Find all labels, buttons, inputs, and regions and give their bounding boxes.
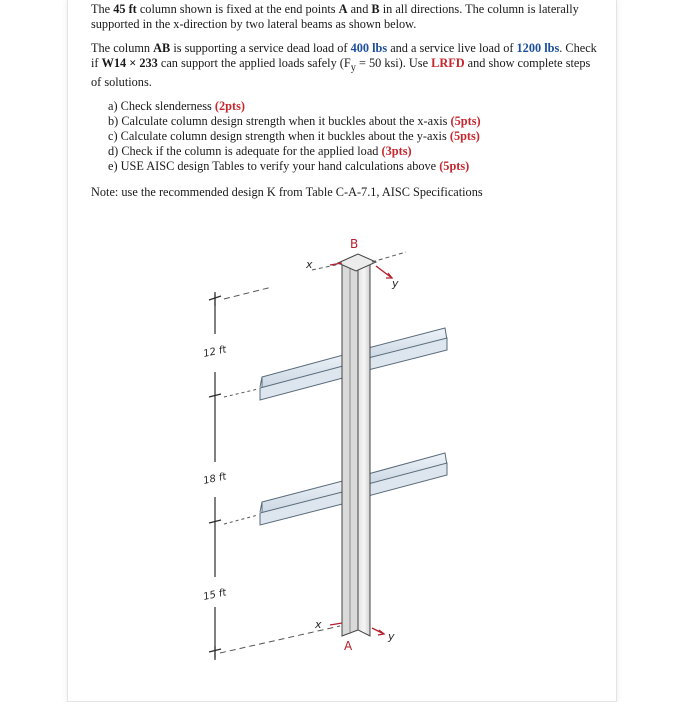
part-text: a) Check slenderness bbox=[108, 99, 215, 114]
x-axis-bottom-line bbox=[220, 626, 340, 653]
dashed-extension-line bbox=[372, 252, 406, 262]
part-text: e) USE AISC design Tables to verify your hand calculations above bbox=[108, 159, 440, 174]
paragraph-column-description bbox=[91, 2, 601, 32]
text-run: The bbox=[91, 2, 114, 16]
point-a-label: A bbox=[338, 2, 348, 16]
upper-beam-extension bbox=[224, 389, 258, 397]
x-axis-top-line bbox=[312, 264, 340, 270]
question-part bbox=[108, 144, 601, 159]
point-b-marker: B bbox=[350, 237, 359, 251]
text-run: in all directions. The column is laterally supported in the x-direction by two lateral beams as shown below. bbox=[91, 2, 579, 31]
part-points: (2pts) bbox=[214, 99, 245, 114]
part-points: (5pts) bbox=[450, 114, 481, 129]
question-part bbox=[108, 99, 601, 114]
question-parts bbox=[91, 99, 601, 174]
x-axis-bottom-label: x bbox=[315, 618, 322, 631]
text-run: = 50 ksi). Use bbox=[355, 56, 432, 70]
text-run: . Check if bbox=[91, 41, 597, 70]
text-run: and a service live load of bbox=[387, 41, 517, 55]
part-text: d) Check if the column is adequate for the applied load bbox=[108, 144, 382, 159]
y-axis-top-label: y bbox=[392, 277, 399, 290]
live-load-value: 1200 lbs bbox=[516, 41, 560, 55]
lower-beam-extension bbox=[224, 515, 258, 524]
dimension-15ft: 15 ft bbox=[202, 587, 228, 603]
column-ab-label: AB bbox=[153, 41, 171, 55]
fy-subscript: y bbox=[350, 62, 356, 74]
section-designation: W14 × 233 bbox=[101, 56, 158, 70]
note-text: Note: use the recommended design K from Table C-A-7.1, AISC Specifications bbox=[91, 185, 483, 200]
text-run: column shown is fixed at the end points bbox=[136, 2, 339, 16]
question-part bbox=[108, 114, 601, 129]
column-ab bbox=[338, 254, 376, 636]
point-a-marker: A bbox=[344, 639, 353, 653]
x-axis-top-label: x bbox=[306, 258, 313, 271]
paragraph-loads bbox=[91, 41, 601, 90]
dimension-18ft: 18 ft bbox=[202, 471, 228, 487]
text-run: and bbox=[347, 2, 372, 16]
text-run: The column bbox=[91, 41, 154, 55]
top-dimension-extension bbox=[224, 287, 272, 299]
text-run: can support the applied loads safely (F bbox=[157, 56, 351, 70]
problem-statement bbox=[91, 2, 601, 200]
dead-load-value: 400 lbs bbox=[350, 41, 388, 55]
point-b-label: B bbox=[371, 2, 380, 16]
dimension-12ft: 12 ft bbox=[202, 344, 228, 360]
question-part bbox=[108, 159, 601, 174]
part-points: (5pts) bbox=[449, 129, 480, 144]
y-axis-top-arrow bbox=[376, 266, 392, 278]
text-run: and show complete steps of solutions. bbox=[91, 56, 591, 90]
question-part bbox=[108, 129, 601, 144]
column-length: 45 ft bbox=[113, 2, 137, 16]
column-figure bbox=[180, 232, 470, 672]
x-axis-bottom-arrow bbox=[330, 623, 342, 625]
y-axis-bottom-label: y bbox=[388, 630, 395, 643]
part-text: c) Calculate column design strength when it buckles about the y-axis bbox=[108, 129, 450, 144]
text-run: is supporting a service dead load of bbox=[170, 41, 351, 55]
part-points: (5pts) bbox=[439, 159, 470, 174]
part-text: b) Calculate column design strength when it buckles about the x-axis bbox=[108, 114, 451, 129]
part-points: (3pts) bbox=[381, 144, 412, 159]
design-method: LRFD bbox=[431, 56, 465, 70]
